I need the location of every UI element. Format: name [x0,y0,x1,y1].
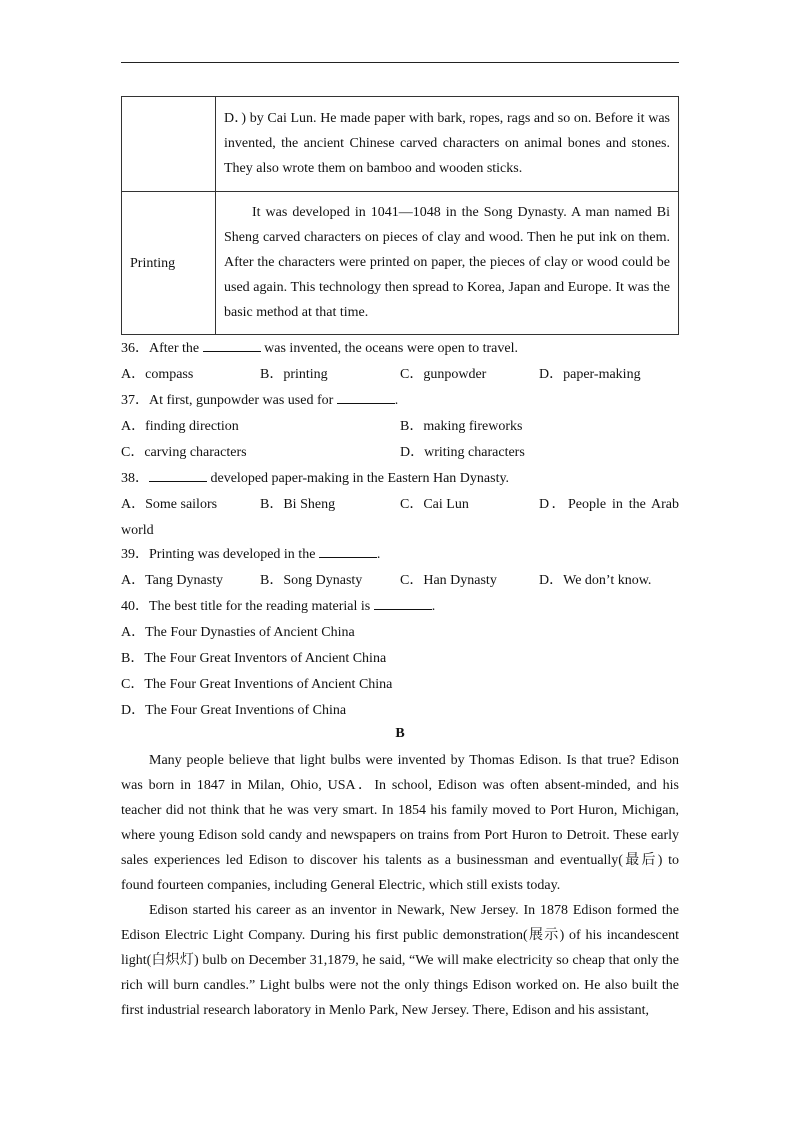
option-d-continuation: world [121,523,154,538]
option-d: D．The Four Great Inventions of China [121,703,347,718]
table-row [122,97,679,192]
option-d: D．paper-making [539,367,641,382]
option-a: A．Tang Dynasty [121,573,224,588]
table-label-cell [122,97,216,192]
option-c: C．gunpowder [400,367,487,382]
option-b: B．Song Dynasty [260,573,363,588]
options-row [121,414,679,440]
question-37 [121,388,679,466]
table-row [122,192,679,335]
table-text-cell: D．) by Cai Lun. He made paper with bark, ropes, rags and so on. Before it was invented, the ancient Chinese carved characters on animal bones and stones. They also wrote them on bamboo and wooden sticks. [216,97,679,192]
answer-blank [203,336,261,352]
inventions-table [121,96,679,335]
section-title: B [395,726,405,741]
question-39 [121,542,679,594]
option-b: B．printing [260,367,328,382]
question-stem: 38． developed paper-making in the Eastern Han Dynasty. [121,466,679,492]
option-b: B．Bi Sheng [260,497,336,512]
option-b: B．The Four Great Inventors of Ancient China [121,651,387,666]
answer-blank [374,594,432,610]
option-d: D．People in the Arab [539,497,679,512]
passage-paragraph-1: Many people believe that light bulbs were invented by Thomas Edison. Is that true? Edison was born in 1847 in Milan, Ohio, USA．In school, Edison was often absent-minded, and his teacher did not think that he was very smart. In 1854 his family moved to Port Huron, Michigan, where young Edison sold candy and newspapers on trains from Port Huron to Detroit. These early sales experiences led Edison to discover his talents as a businessman and eventually(最后) to found fourteen companies, including General Electric, which still exists today. [121,753,679,893]
question-40 [121,594,679,724]
answer-blank [337,388,395,404]
option-a: A．compass [121,367,194,382]
question-stem: 37．At first, gunpowder was used for . [121,388,679,414]
option-c: C．The Four Great Inventions of Ancient China [121,677,393,692]
question-stem: 39．Printing was developed in the . [121,542,679,568]
answer-blank [319,542,377,558]
option-c: C．Cai Lun [400,497,469,512]
table-text-cell: It was developed in 1041—1048 in the Song Dynasty. A man named Bi Sheng carved characters on pieces of clay and wood. Then he put ink on them. After the characters were printed on paper, the pieces of clay or wood could be used again. This technology then spread to Korea, Japan and Europe. It was the basic method at that time. [216,192,679,335]
header-rule [121,62,679,63]
options-row [121,568,679,594]
options-row [121,492,679,518]
option-a: A．Some sailors [121,497,218,512]
passage-paragraph-2: Edison started his career as an inventor in Newark, New Jersey. In 1878 Edison formed the Edison Electric Light Company. During his first public demonstration(展示) of his incandescent light(白炽灯) bulb on December 31,1879, he said, “We will make electricity so cheap that only the rich will burn candles.” Light bulbs were not the only things Edison worked on. He also built the first industrial research laboratory in Menlo Park, New Jersey. There, Edison and his assistant, [121,903,679,1018]
options-row [121,362,679,388]
option-d: D．We don’t know. [539,573,652,588]
option-c: C．Han Dynasty [400,573,497,588]
question-36 [121,336,679,388]
answer-blank [149,466,207,482]
question-stem: 40．The best title for the reading material is . [121,594,679,620]
section-b [121,721,679,1023]
table-label-cell: Printing [122,192,216,335]
question-stem: 36．After the was invented, the oceans were open to travel. [121,336,679,362]
option-d: D．writing characters [400,445,525,460]
options-row [121,440,679,466]
question-38 [121,466,679,544]
option-c: C．carving characters [121,445,247,460]
option-a: A．finding direction [121,419,239,434]
option-b: B．making fireworks [400,419,523,434]
option-a: A．The Four Dynasties of Ancient China [121,625,355,640]
